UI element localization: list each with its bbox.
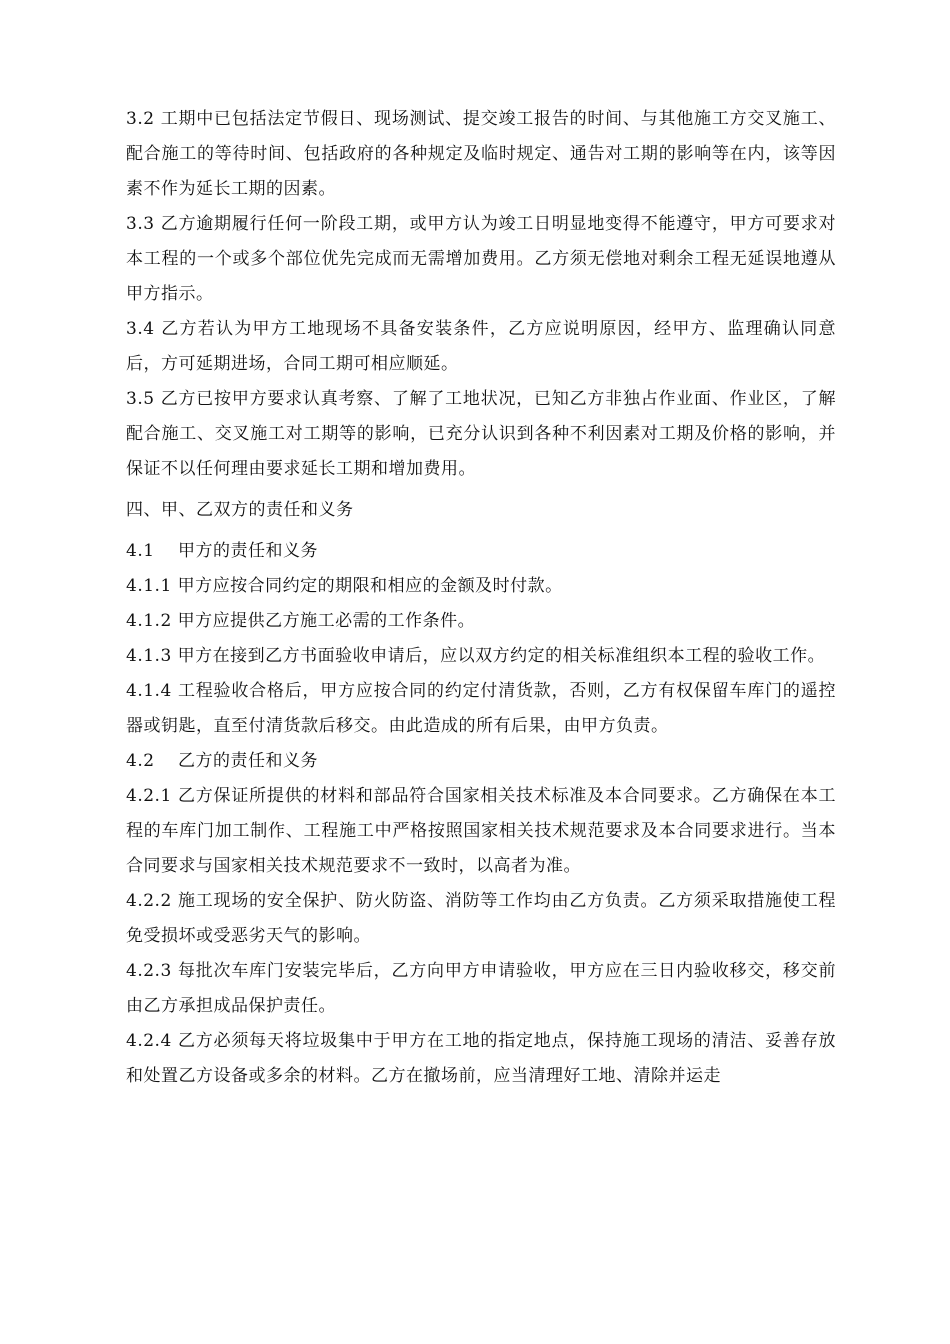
clause-4-2-4: 4.2.4 乙方必须每天将垃圾集中于甲方在工地的指定地点，保持施工现场的清洁、妥善存放和处置乙方设备或多余的材料。乙方在撤场前，应当清理好工地、清除并运走 [126,1031,836,1086]
clause-3-3: 3.3 乙方逾期履行任何一阶段工期，或甲方认为竣工日明显地变得不能遵守，甲方可要求对本工程的一个或多个部位优先完成而无需增加费用。乙方须无偿地对剩余工程无延误地遵从甲方指示。 [126,214,836,304]
clause-4-1-4: 4.1.4 工程验收合格后，甲方应按合同的约定付清货款，否则，乙方有权保留车库门的遥控器或钥匙，直至付清货款后移交。由此造成的所有后果，由甲方负责。 [126,681,836,736]
clause-3-2: 3.2 工期中已包括法定节假日、现场测试、提交竣工报告的时间、与其他施工方交叉施工、配合施工的等待时间、包括政府的各种规定及临时规定、通告对工期的影响等在内，该等因素不作为延长工期的因素。 [126,109,836,199]
section-heading-4: 四、甲、乙双方的责任和义务 [126,500,354,520]
clause-4-2-2: 4.2.2 施工现场的安全保护、防火防盗、消防等工作均由乙方负责。乙方须采取措施使工程免受损坏或受恶劣天气的影响。 [126,891,836,946]
clause-3-5: 3.5 乙方已按甲方要求认真考察、了解了工地状况，已知乙方非独占作业面、作业区，了解配合施工、交叉施工对工期等的影响，已充分认识到各种不利因素对工期及价格的影响，并保证不以任何理由要求延长工期和增加费用。 [126,389,836,479]
clause-3-4: 3.4 乙方若认为甲方工地现场不具备安装条件，乙方应说明原因，经甲方、监理确认同意后，方可延期进场，合同工期可相应顺延。 [126,319,836,374]
clause-4-1-3: 4.1.3 甲方在接到乙方书面验收申请后，应以双方约定的相关标准组织本工程的验收工作。 [126,646,826,666]
clause-4-2-3: 4.2.3 每批次车库门安装完毕后，乙方向甲方申请验收，甲方应在三日内验收移交，移交前由乙方承担成品保护责任。 [126,961,836,1016]
subheading-4-1: 4.1 甲方的责任和义务 [126,541,318,561]
subheading-4-2: 4.2 乙方的责任和义务 [126,751,318,771]
clause-4-2-1: 4.2.1 乙方保证所提供的材料和部品符合国家相关技术标准及本合同要求。乙方确保在本工程的车库门加工制作、工程施工中严格按照国家相关技术规范要求及本合同要求进行。当本合同要求与国家相关技术规范要求不一致时，以高者为准。 [126,786,836,876]
document-body [126,102,836,1094]
clause-4-1-1: 4.1.1 甲方应按合同约定的期限和相应的金额及时付款。 [126,576,563,596]
clause-4-1-2: 4.1.2 甲方应提供乙方施工必需的工作条件。 [126,611,476,631]
